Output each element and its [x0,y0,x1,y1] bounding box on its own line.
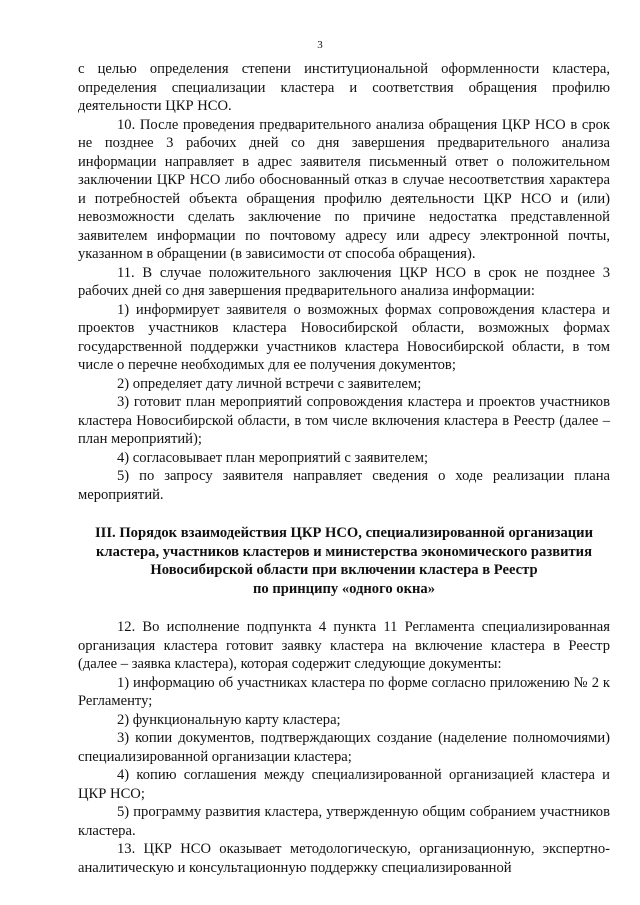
paragraph-p-12-4: 4) копию соглашения между специализированной организацией кластера и ЦКР НСО; [78,767,610,802]
paragraph-p-cont: с целью определения степени институциональной оформленности кластера, определения специализации кластера и соответствия обращения профилю деятельности ЦКР НСО. [78,61,610,114]
section-heading-line: III. Порядок взаимодействия ЦКР НСО, специализированной организации [94,525,593,541]
paragraph-p-11-2: 2) определяет дату личной встречи с заявителем; [117,375,422,392]
spacer [78,598,610,618]
paragraphs-after-section [78,618,610,877]
paragraph-p-11-1: 1) информирует заявителя о возможных формах сопровождения кластера и проектов участников кластера Новосибирской области, возможных формах государственной поддержки участников кластера Новосибирской области, в том числе о перечне необходимых для ее получения документов; [78,301,610,373]
page-number: 3 [317,39,323,51]
paragraph-p-10: 10. После проведения предварительного анализа обращения ЦКР НСО в срок не позднее 3 рабочих дней со дня завершения предварительного анализа информации направляет в адрес заявителя письменный ответ о положительном заключении ЦКР НСО либо обоснованный отказ в случае несоответствия характера и потребностей объекта обращения профилю деятельности ЦКР НСО и (или) невозможности сделать заключение по причине недостатка представленной заявителем информации по почтовому адресу или адресу электронной почты, указанном в обращении (в зависимости от способа обращения). [78,116,610,262]
paragraph-p-11: 11. В случае положительного заключения ЦКР НСО в срок не позднее 3 рабочих дней со дня завершения предварительного анализа информации: [78,264,610,299]
paragraph-p-11-3: 3) готовит план мероприятий сопровождения кластера и проектов участников кластера Новосибирской области, в том числе включения кластера в Реестр (далее – план мероприятий); [78,394,610,447]
paragraph-p-12-5: 5) программу развития кластера, утвержденную общим собранием участников кластера. [78,804,610,839]
paragraph-p-12-2: 2) функциональную карту кластера; [117,711,341,728]
document-body [78,60,610,877]
section-heading-line: по принципу «одного окна» [252,580,436,597]
paragraph-p-11-4: 4) согласовывает план мероприятий с заявителем; [117,449,429,466]
paragraph-p-12: 12. Во исполнение подпункта 4 пункта 11 Регламента специализированная организация кластера готовит заявку кластера на включение кластера в Реестр (далее – заявка кластера), которая содержит следующие документы: [78,619,610,672]
section-heading-line: кластера, участников кластеров и министерства экономического развития [96,543,592,560]
paragraphs-before-section [78,60,610,504]
paragraph-p-11-5: 5) по запросу заявителя направляет сведения о ходе реализации плана мероприятий. [78,468,610,503]
paragraph-p-13: 13. ЦКР НСО оказывает методологическую, организационную, экспертно-аналитическую и консультационную поддержку специализированной [78,841,610,876]
section-heading-line: Новосибирской области при включении кластера в Реестр [150,562,538,578]
section-heading [84,524,604,598]
paragraph-p-12-3: 3) копии документов, подтверждающих создание (наделение полномочиями) специализированной организации кластера; [78,730,610,765]
paragraph-p-12-1: 1) информацию об участниках кластера по форме согласно приложению № 2 к Регламенту; [78,674,610,709]
